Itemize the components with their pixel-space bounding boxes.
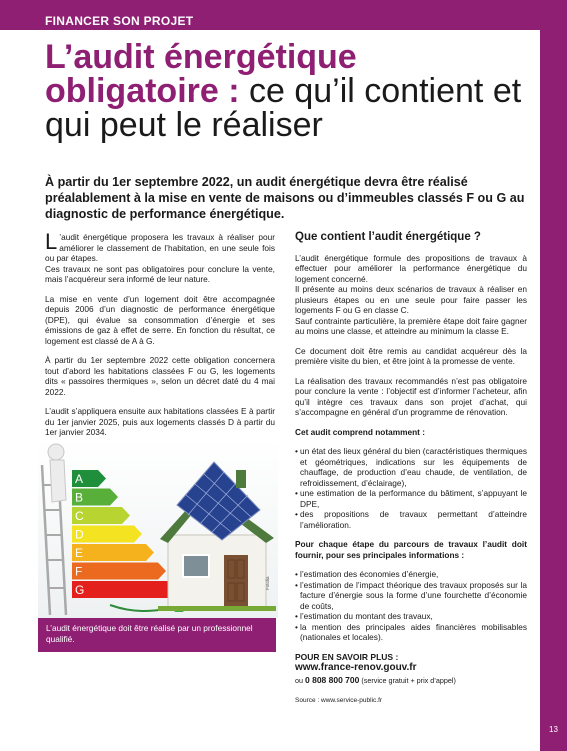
photo-credit: Fotolia: [265, 576, 270, 590]
title-bold: L’audit énergétique obligatoire :: [45, 38, 357, 110]
dropcap: L: [45, 229, 58, 254]
left-p1: L ’audit énergétique proposera les travaux à réaliser pour améliorer le classement de l’habitation, en une seule fois ou par étapes. Ces travaux ne sont pas obligatoires pour conclure la vente, mais l’acquéreur sera informé de leur nature.: [45, 229, 275, 284]
title-plain: ce qu’il contient et qui peut le réaliser: [45, 72, 522, 144]
energy-bar-g: [72, 581, 178, 598]
energy-class-label: D: [75, 527, 84, 542]
right-p2: Ce document doit être remis au candidat acquéreur dès la première visite du bien, et être joint à la promesse de vente.: [295, 345, 527, 366]
left-p4: L’audit s’appliquera ensuite aux habitations classées E à partir du 1er janvier 2025, puis aux logements classés D à partir du 1er janvier 2034.: [45, 406, 275, 437]
energy-class-label: F: [75, 564, 83, 579]
source-line: Source : www.service-public.fr: [295, 697, 383, 704]
list-item: • des propositions de travaux permettant d’atteindre l’amélioration.: [295, 509, 527, 530]
left-column: [45, 229, 275, 447]
house-window: [183, 555, 209, 577]
list-item: • l’estimation du montant des travaux,: [295, 611, 527, 622]
energy-bar-f: [72, 563, 166, 580]
chimney: [236, 470, 246, 488]
energy-class-label: A: [75, 472, 84, 486]
energy-class-label: C: [75, 509, 84, 523]
figure-body: [50, 460, 66, 502]
contents-list: [295, 446, 527, 530]
steps-heading: Pour chaque étape du parcours de travaux l’audit doit fournir, pour ses principales informations :: [295, 539, 527, 560]
energy-house-illustration: [38, 440, 278, 618]
right-heading: Que contient l’audit énergétique ?: [295, 231, 481, 243]
left-p3: À partir du 1er septembre 2022 cette obligation concernera tout d’abord les habitations classées F ou G, les logements dits « passoires thermiques », selon un décret daté du 4 mai 2022.: [45, 355, 275, 397]
image-caption: L’audit énergétique doit être réalisé par un professionnel qualifié.: [38, 618, 276, 652]
lead-paragraph: À partir du 1er septembre 2022, un audit énergétique devra être réalisé préalablement à la mise en vente de maisons ou d’immeubles classés F ou G au diagnostic de performance énergétique.: [45, 175, 525, 221]
section-label: FINANCER SON PROJET: [45, 14, 194, 28]
figure-head: [48, 444, 64, 460]
phone-number[interactable]: 0 808 800 700: [305, 674, 360, 685]
energy-class-label: E: [75, 546, 84, 560]
list-item: • la mention des principales aides financières mobilisables (nationales et locales).: [295, 622, 527, 643]
house-lawn: [158, 606, 276, 611]
energy-class-label: B: [75, 490, 84, 505]
left-p1b: Ces travaux ne sont pas obligatoires pour conclure la vente, mais l’acquéreur sera informé de leur nature.: [45, 263, 275, 284]
article-title: [45, 40, 535, 142]
steps-list: [295, 569, 527, 643]
more-info-heading: POUR EN SAVOIR PLUS :: [295, 651, 399, 662]
energy-bar-e: [72, 544, 154, 561]
right-p1: L’audit énergétique formule des propositions de travaux à effectuer pour améliorer la performance énergétique du logement concerné. Il présente au moins deux scénarios de travaux à réaliser en plusieurs étapes ou en une seule pour faire passer les logements F ou G en classe C. Sauf contrainte particulière, la première étape doit faire gagner au moins une classe, et atteindre au minimum la classe E.: [295, 252, 527, 336]
contents-heading: Cet audit comprend notamment :: [295, 426, 425, 437]
energy-class-label: G: [75, 583, 85, 597]
page-number: 13: [549, 725, 558, 734]
list-item: • une estimation de la performance du bâtiment, s’appuyant le DPE,: [295, 488, 527, 509]
right-p3: La réalisation des travaux recommandés n’est pas obligatoire pour conclure la vente : l’objectif est d’informer l’acheteur, afin qu’il intègre ces travaux dans son projet d’achat, qui s’accompagne en général d’un programme de rénovation.: [295, 375, 527, 417]
page-sidebar: [540, 0, 567, 751]
list-item: • un état des lieux général du bien (caractéristiques thermiques et géométriques, indications sur les équipements de chauffage, de production d’eau chaude, de ventilation, de refroidissement, d’éclairage),: [295, 446, 527, 488]
list-item: • l’estimation des économies d’énergie,: [295, 569, 527, 580]
list-item: • l’estimation de l’impact théorique des travaux proposés sur la facture d’énergie sous la forme d’une fourchette d’économie de coûts,: [295, 580, 527, 612]
right-column: [295, 232, 527, 716]
more-info-url[interactable]: www.france-renov.gouv.fr: [295, 662, 417, 673]
left-p2: La mise en vente d’un logement doit être accompagnée depuis 2006 d’un diagnostic de performance énergétique (DPE), qui évalue sa consommation d’énergie et ses émissions de gaz à effet de serre. En fonction du résultat, ce logement est classé de A à G.: [45, 293, 275, 346]
more-info-phone: ou 0 808 800 700 (service gratuit + prix d’appel): [295, 674, 456, 685]
